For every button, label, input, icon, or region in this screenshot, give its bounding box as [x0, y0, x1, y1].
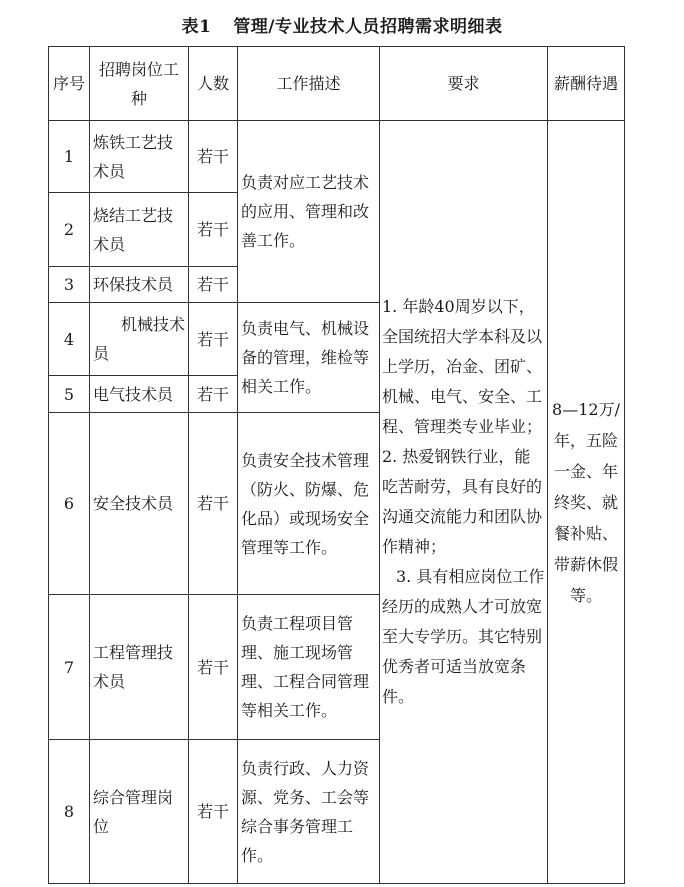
header-count: 人数 [189, 47, 238, 121]
description-cell: 负责安全技术管理（防火、防爆、危化品）或现场安全管理等工作。 [238, 413, 380, 595]
row-count: 若干 [189, 413, 238, 595]
description-cell: 负责对应工艺技术的应用、管理和改善工作。 [238, 121, 380, 303]
recruitment-table [48, 46, 625, 884]
requirement-item: 3. 具有相应岗位工作经历的成熟人才可放宽至大专学历。其它特别优秀者可适当放宽条件。 [382, 567, 545, 706]
header-requirements: 要求 [380, 47, 548, 121]
row-position: 安全技术员 [90, 413, 189, 595]
header-salary: 薪酬待遇 [548, 47, 625, 121]
row-count: 若干 [189, 303, 238, 376]
row-count: 若干 [189, 121, 238, 193]
description-cell: 负责行政、人力资源、党务、工会等综合事务管理工作。 [238, 740, 380, 884]
row-position: 环保技术员 [90, 267, 189, 303]
salary-cell: 8—12万/年，五险一金、年终奖、就餐补贴、带薪休假等。 [548, 121, 625, 884]
header-row [49, 47, 625, 121]
description-cell: 负责工程项目管理、施工现场管理、工程合同管理等相关工作。 [238, 595, 380, 740]
header-position: 招聘岗位工种 [90, 47, 189, 121]
table-row [49, 121, 625, 193]
row-seq: 2 [49, 193, 90, 267]
requirement-item: 1. 年龄40周岁以下，全国统招大学本科及以上学历，冶金、团矿、机械、电气、安全、工程、管理类专业毕业； [382, 297, 543, 436]
requirements-cell [380, 121, 548, 884]
row-position: 烧结工艺技术员 [90, 193, 189, 267]
row-seq: 8 [49, 740, 90, 884]
row-position: 工程管理技术员 [90, 595, 189, 740]
header-seq: 序号 [49, 47, 90, 121]
row-count: 若干 [189, 193, 238, 267]
row-seq: 6 [49, 413, 90, 595]
requirement-item: 2. 热爱钢铁行业，能吃苦耐劳，具有良好的沟通交流能力和团队协作精神； [382, 447, 543, 556]
row-count: 若干 [189, 376, 238, 413]
description-cell: 负责电气、机械设备的管理，维检等相关工作。 [238, 303, 380, 413]
row-position: 炼铁工艺技术员 [90, 121, 189, 193]
row-seq: 3 [49, 267, 90, 303]
row-count: 若干 [189, 267, 238, 303]
table-number: 表1 [181, 17, 212, 37]
table-title-text: 管理/专业技术人员招聘需求明细表 [233, 17, 503, 37]
header-description: 工作描述 [238, 47, 380, 121]
row-count: 若干 [189, 740, 238, 884]
row-position: 机械技术员 [90, 303, 189, 376]
row-seq: 1 [49, 121, 90, 193]
row-seq: 4 [49, 303, 90, 376]
table-title [0, 12, 684, 37]
row-position: 电气技术员 [90, 376, 189, 413]
row-count: 若干 [189, 595, 238, 740]
row-seq: 7 [49, 595, 90, 740]
row-position: 综合管理岗位 [90, 740, 189, 884]
row-seq: 5 [49, 376, 90, 413]
